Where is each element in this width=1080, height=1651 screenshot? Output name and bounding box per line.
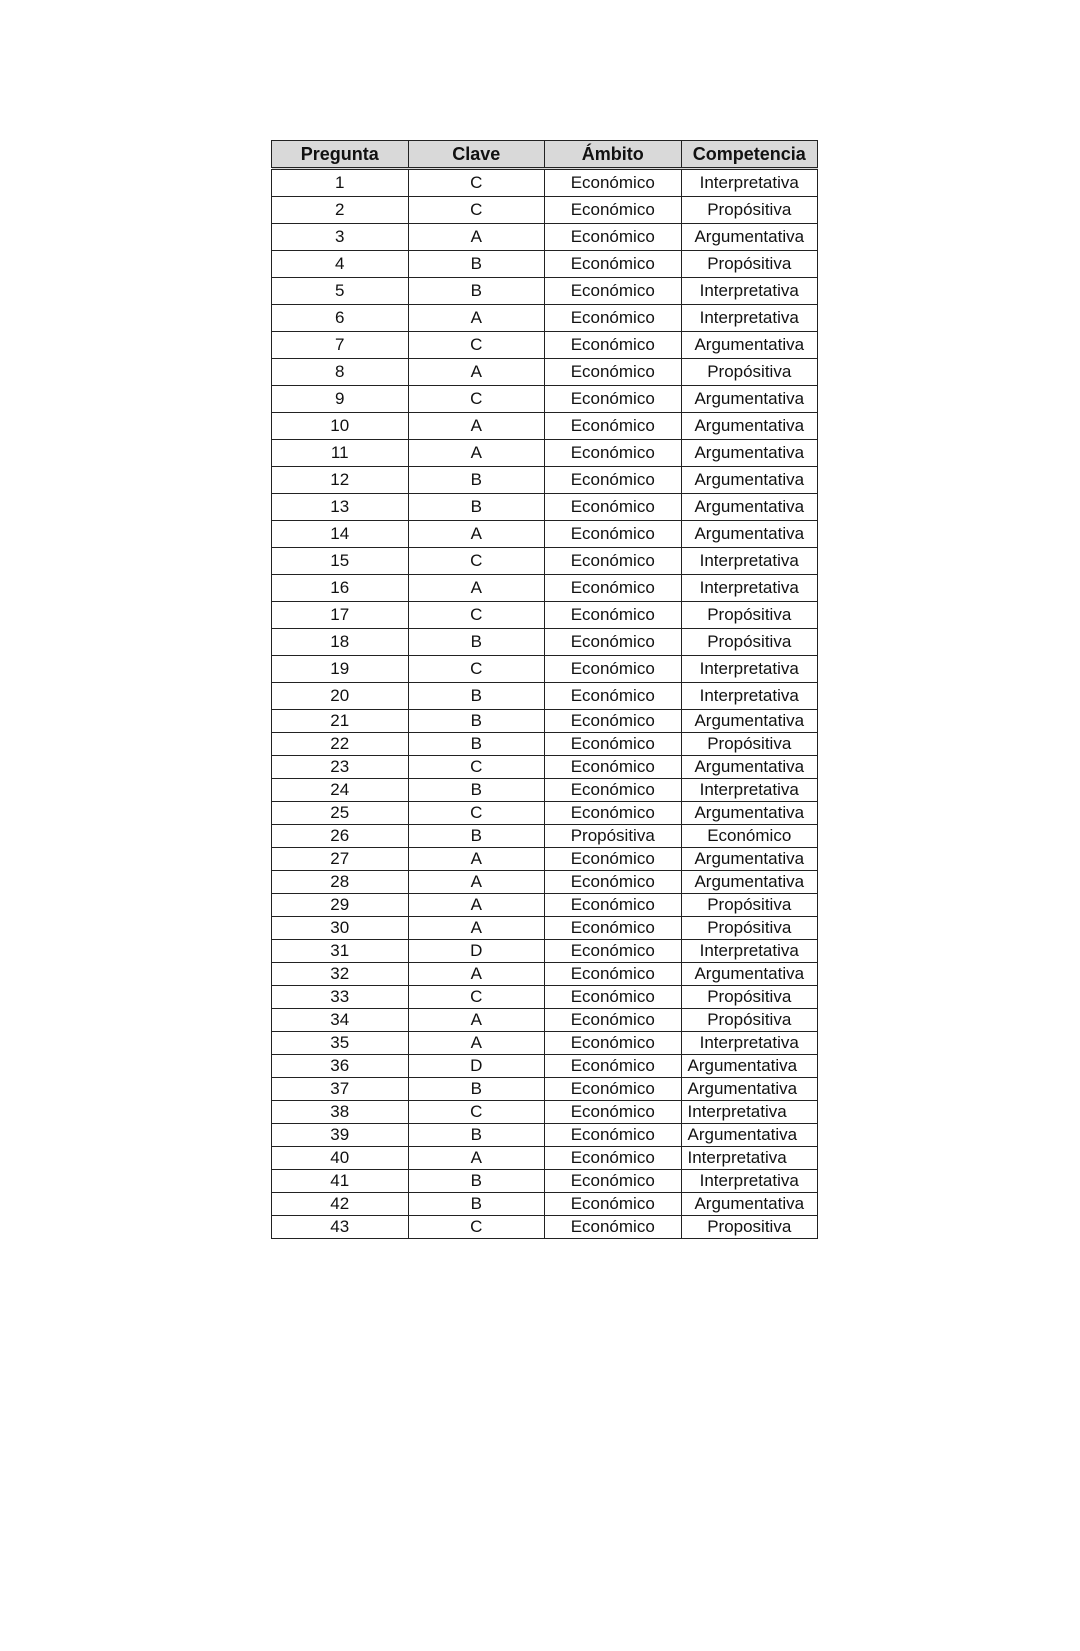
cell-clave: B	[408, 1124, 545, 1147]
cell-pregunta: 14	[272, 521, 409, 548]
cell-ambito: Económico	[545, 1009, 682, 1032]
cell-clave: C	[408, 197, 545, 224]
table-row	[272, 629, 818, 656]
cell-competencia: Argumentativa	[681, 521, 818, 548]
cell-pregunta: 24	[272, 779, 409, 802]
table-row	[272, 1032, 818, 1055]
cell-clave: D	[408, 1055, 545, 1078]
cell-competencia: Propósitiva	[681, 251, 818, 278]
cell-clave: C	[408, 986, 545, 1009]
cell-ambito: Económico	[545, 278, 682, 305]
cell-ambito: Económico	[545, 197, 682, 224]
cell-competencia: Argumentativa	[681, 413, 818, 440]
cell-pregunta: 18	[272, 629, 409, 656]
table-row	[272, 332, 818, 359]
table-row	[272, 1147, 818, 1170]
table-row	[272, 710, 818, 733]
cell-ambito: Económico	[545, 494, 682, 521]
cell-ambito: Económico	[545, 940, 682, 963]
header-pregunta: Pregunta	[272, 141, 409, 169]
cell-clave: C	[408, 169, 545, 197]
cell-pregunta: 7	[272, 332, 409, 359]
cell-competencia: Argumentativa	[681, 467, 818, 494]
cell-clave: C	[408, 756, 545, 779]
cell-competencia: Propósitiva	[681, 894, 818, 917]
cell-ambito: Económico	[545, 1170, 682, 1193]
cell-pregunta: 5	[272, 278, 409, 305]
table-row	[272, 733, 818, 756]
cell-competencia: Interpretativa	[681, 1170, 818, 1193]
table-row	[272, 848, 818, 871]
cell-clave: B	[408, 779, 545, 802]
cell-pregunta: 20	[272, 683, 409, 710]
table-row	[272, 917, 818, 940]
cell-competencia: Interpretativa	[681, 656, 818, 683]
cell-ambito: Económico	[545, 575, 682, 602]
table-row	[272, 413, 818, 440]
table-row	[272, 1170, 818, 1193]
cell-pregunta: 15	[272, 548, 409, 575]
header-clave: Clave	[408, 141, 545, 169]
cell-pregunta: 40	[272, 1147, 409, 1170]
cell-competencia: Argumentativa	[681, 440, 818, 467]
table-row	[272, 602, 818, 629]
cell-clave: D	[408, 940, 545, 963]
cell-clave: A	[408, 575, 545, 602]
table-row	[272, 386, 818, 413]
table-row	[272, 224, 818, 251]
cell-clave: B	[408, 710, 545, 733]
table-row	[272, 359, 818, 386]
cell-ambito: Económico	[545, 1055, 682, 1078]
cell-ambito: Económico	[545, 1216, 682, 1239]
cell-competencia: Argumentativa	[681, 224, 818, 251]
cell-competencia: Argumentativa	[681, 848, 818, 871]
cell-pregunta: 29	[272, 894, 409, 917]
header-competencia: Competencia	[681, 141, 818, 169]
cell-competencia: Argumentativa	[681, 386, 818, 413]
cell-pregunta: 31	[272, 940, 409, 963]
cell-ambito: Económico	[545, 251, 682, 278]
table-row	[272, 1055, 818, 1078]
cell-clave: B	[408, 1170, 545, 1193]
table-row	[272, 1078, 818, 1101]
cell-ambito: Económico	[545, 917, 682, 940]
cell-pregunta: 21	[272, 710, 409, 733]
cell-clave: B	[408, 1078, 545, 1101]
cell-competencia: Propósitiva	[681, 629, 818, 656]
cell-ambito: Económico	[545, 1078, 682, 1101]
cell-pregunta: 43	[272, 1216, 409, 1239]
cell-ambito: Económico	[545, 756, 682, 779]
table-row	[272, 871, 818, 894]
cell-competencia: Argumentativa	[681, 494, 818, 521]
table-row	[272, 467, 818, 494]
cell-competencia: Argumentativa	[681, 710, 818, 733]
cell-clave: A	[408, 871, 545, 894]
cell-ambito: Económico	[545, 413, 682, 440]
table-row	[272, 548, 818, 575]
cell-pregunta: 19	[272, 656, 409, 683]
cell-competencia: Interpretativa	[681, 169, 818, 197]
cell-pregunta: 35	[272, 1032, 409, 1055]
cell-ambito: Económico	[545, 802, 682, 825]
cell-pregunta: 6	[272, 305, 409, 332]
cell-pregunta: 4	[272, 251, 409, 278]
cell-ambito: Económico	[545, 548, 682, 575]
table-row	[272, 802, 818, 825]
cell-clave: B	[408, 825, 545, 848]
cell-competencia: Interpretativa	[681, 278, 818, 305]
cell-clave: B	[408, 683, 545, 710]
cell-competencia: Propósitiva	[681, 359, 818, 386]
cell-pregunta: 42	[272, 1193, 409, 1216]
cell-pregunta: 17	[272, 602, 409, 629]
cell-competencia: Argumentativa	[681, 332, 818, 359]
cell-ambito: Económico	[545, 848, 682, 871]
cell-ambito: Económico	[545, 169, 682, 197]
cell-competencia: Argumentativa	[681, 802, 818, 825]
cell-competencia: Argumentativa	[681, 871, 818, 894]
table-row	[272, 894, 818, 917]
cell-competencia: Argumentativa	[681, 1078, 818, 1101]
cell-clave: C	[408, 1216, 545, 1239]
table-row	[272, 278, 818, 305]
cell-clave: B	[408, 629, 545, 656]
cell-competencia: Propósitiva	[681, 1009, 818, 1032]
cell-clave: A	[408, 894, 545, 917]
cell-clave: A	[408, 1009, 545, 1032]
cell-pregunta: 25	[272, 802, 409, 825]
cell-ambito: Económico	[545, 305, 682, 332]
cell-competencia: Interpretativa	[681, 940, 818, 963]
table-row	[272, 779, 818, 802]
cell-ambito: Económico	[545, 963, 682, 986]
table-row	[272, 251, 818, 278]
cell-clave: B	[408, 467, 545, 494]
answer-key-table	[271, 140, 818, 1239]
cell-clave: A	[408, 1032, 545, 1055]
table-header-row	[272, 141, 818, 169]
cell-pregunta: 22	[272, 733, 409, 756]
cell-clave: B	[408, 251, 545, 278]
cell-pregunta: 3	[272, 224, 409, 251]
cell-ambito: Económico	[545, 224, 682, 251]
cell-pregunta: 32	[272, 963, 409, 986]
table-row	[272, 683, 818, 710]
table-row	[272, 305, 818, 332]
table-row	[272, 1124, 818, 1147]
cell-pregunta: 2	[272, 197, 409, 224]
cell-competencia: Interpretativa	[681, 548, 818, 575]
cell-ambito: Económico	[545, 683, 682, 710]
cell-ambito: Económico	[545, 1124, 682, 1147]
cell-competencia: Propósitiva	[681, 733, 818, 756]
cell-competencia: Argumentativa	[681, 1124, 818, 1147]
cell-pregunta: 27	[272, 848, 409, 871]
table-row	[272, 1216, 818, 1239]
cell-ambito: Económico	[545, 1147, 682, 1170]
cell-pregunta: 28	[272, 871, 409, 894]
cell-ambito: Económico	[545, 871, 682, 894]
cell-clave: A	[408, 963, 545, 986]
cell-competencia: Propósitiva	[681, 986, 818, 1009]
cell-competencia: Argumentativa	[681, 756, 818, 779]
cell-pregunta: 12	[272, 467, 409, 494]
table-body	[272, 169, 818, 1239]
cell-clave: B	[408, 494, 545, 521]
header-ambito: Ámbito	[545, 141, 682, 169]
table-row	[272, 440, 818, 467]
cell-competencia: Argumentativa	[681, 1055, 818, 1078]
cell-ambito: Económico	[545, 733, 682, 756]
cell-pregunta: 41	[272, 1170, 409, 1193]
cell-clave: C	[408, 1101, 545, 1124]
table-row	[272, 494, 818, 521]
table-row	[272, 521, 818, 548]
cell-competencia: Interpretativa	[681, 305, 818, 332]
cell-clave: B	[408, 278, 545, 305]
table-row	[272, 575, 818, 602]
cell-pregunta: 16	[272, 575, 409, 602]
table-row	[272, 169, 818, 197]
table-row	[272, 1193, 818, 1216]
cell-pregunta: 30	[272, 917, 409, 940]
cell-competencia: Propósitiva	[681, 197, 818, 224]
cell-clave: A	[408, 305, 545, 332]
cell-competencia: Interpretativa	[681, 1147, 818, 1170]
cell-pregunta: 38	[272, 1101, 409, 1124]
cell-pregunta: 37	[272, 1078, 409, 1101]
cell-competencia: Argumentativa	[681, 1193, 818, 1216]
cell-ambito: Económico	[545, 359, 682, 386]
cell-clave: A	[408, 917, 545, 940]
table-row	[272, 197, 818, 224]
cell-pregunta: 23	[272, 756, 409, 779]
table-row	[272, 825, 818, 848]
cell-pregunta: 10	[272, 413, 409, 440]
cell-clave: A	[408, 224, 545, 251]
cell-competencia: Interpretativa	[681, 1101, 818, 1124]
cell-ambito: Económico	[545, 386, 682, 413]
cell-pregunta: 36	[272, 1055, 409, 1078]
cell-ambito: Económico	[545, 602, 682, 629]
cell-ambito: Económico	[545, 440, 682, 467]
cell-competencia: Interpretativa	[681, 575, 818, 602]
cell-clave: C	[408, 332, 545, 359]
cell-clave: A	[408, 359, 545, 386]
cell-competencia: Interpretativa	[681, 683, 818, 710]
cell-clave: A	[408, 848, 545, 871]
cell-ambito: Económico	[545, 1101, 682, 1124]
cell-clave: B	[408, 1193, 545, 1216]
cell-pregunta: 26	[272, 825, 409, 848]
table-row	[272, 756, 818, 779]
cell-ambito: Económico	[545, 710, 682, 733]
table-row	[272, 1101, 818, 1124]
cell-competencia: Propositiva	[681, 1216, 818, 1239]
cell-pregunta: 39	[272, 1124, 409, 1147]
cell-pregunta: 13	[272, 494, 409, 521]
table-row	[272, 1009, 818, 1032]
cell-ambito: Económico	[545, 467, 682, 494]
cell-competencia: Argumentativa	[681, 963, 818, 986]
cell-pregunta: 34	[272, 1009, 409, 1032]
cell-pregunta: 8	[272, 359, 409, 386]
cell-clave: B	[408, 733, 545, 756]
cell-ambito: Económico	[545, 894, 682, 917]
cell-pregunta: 1	[272, 169, 409, 197]
cell-ambito: Económico	[545, 332, 682, 359]
cell-clave: C	[408, 802, 545, 825]
cell-ambito: Propósitiva	[545, 825, 682, 848]
cell-clave: C	[408, 602, 545, 629]
cell-competencia: Interpretativa	[681, 779, 818, 802]
cell-clave: C	[408, 386, 545, 413]
table-row	[272, 963, 818, 986]
cell-clave: A	[408, 521, 545, 548]
cell-ambito: Económico	[545, 779, 682, 802]
cell-competencia: Propósitiva	[681, 917, 818, 940]
cell-competencia: Interpretativa	[681, 1032, 818, 1055]
cell-clave: C	[408, 656, 545, 683]
table-row	[272, 656, 818, 683]
cell-clave: A	[408, 1147, 545, 1170]
cell-competencia: Económico	[681, 825, 818, 848]
table-row	[272, 940, 818, 963]
cell-ambito: Económico	[545, 629, 682, 656]
cell-ambito: Económico	[545, 521, 682, 548]
cell-pregunta: 9	[272, 386, 409, 413]
cell-ambito: Económico	[545, 1193, 682, 1216]
cell-competencia: Propósitiva	[681, 602, 818, 629]
cell-clave: A	[408, 413, 545, 440]
cell-ambito: Económico	[545, 656, 682, 683]
cell-ambito: Económico	[545, 986, 682, 1009]
cell-ambito: Económico	[545, 1032, 682, 1055]
table-row	[272, 986, 818, 1009]
cell-clave: C	[408, 548, 545, 575]
cell-clave: A	[408, 440, 545, 467]
cell-pregunta: 11	[272, 440, 409, 467]
cell-pregunta: 33	[272, 986, 409, 1009]
